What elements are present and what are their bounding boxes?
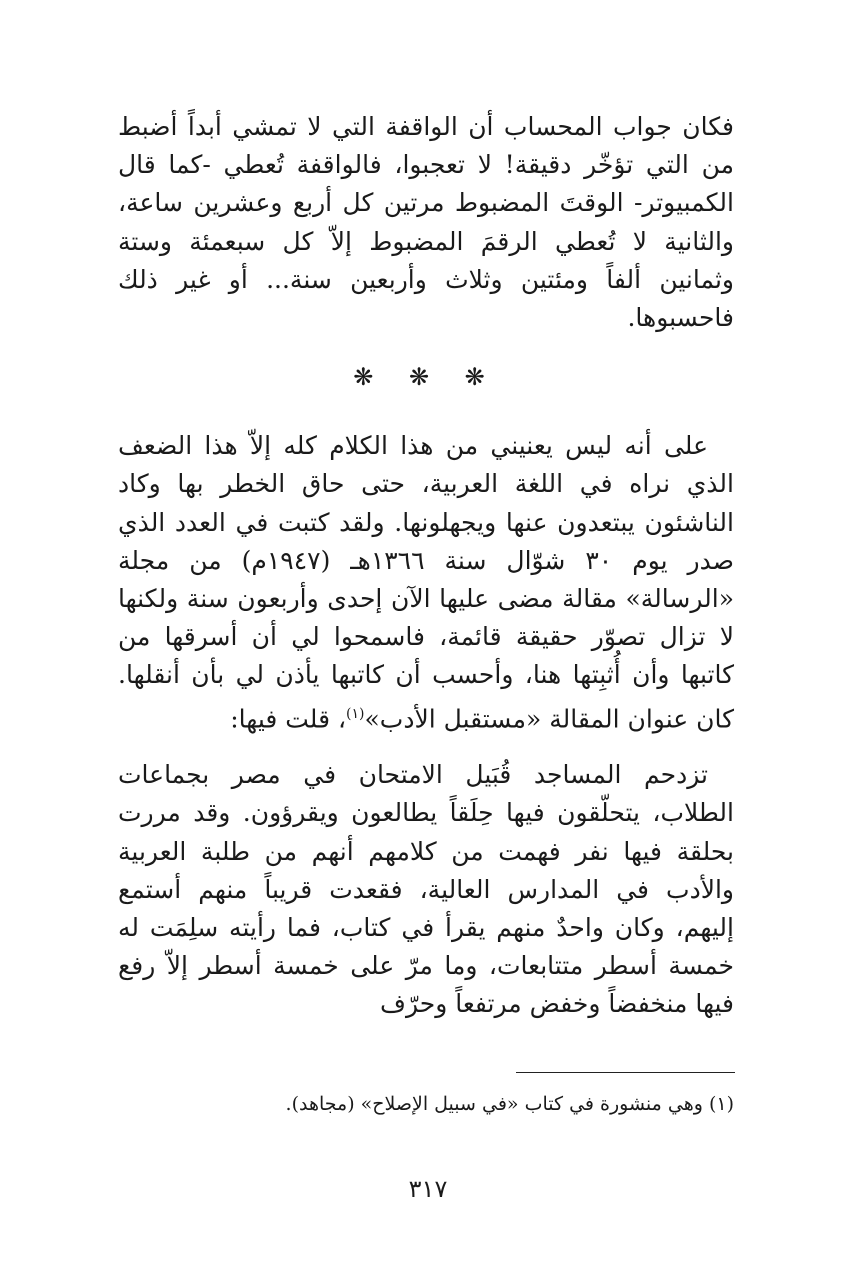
paragraph-1: فكان جواب المحساب أن الواقفة التي لا تمشي أبداً أضبط من التي تؤخّر دقيقة! لا تعجبوا، فالواقفة تُعطي -كما قال الكمبيوتر- الوقتَ المضبوط مرتين كل أربع وعشرين ساعة، والثانية لا تُعطي الرقمَ المضبوط إلاّ كل سبعمئة وستة وثمانين ألفاً ومئتين وثلاث وأربعين سنة... أو غير ذلك فاحسبوها. [118,112,734,333]
page-body [118,108,734,1024]
section-separator: ❋ ❋ ❋ [353,363,499,392]
paragraph-2-tail: ، قلت فيها: [230,703,347,733]
footnote-reference[interactable]: (١) [346,705,365,722]
paragraph-2-text: على أنه ليس يعنيني من هذا الكلام كله إلاّ هذا الضعف الذي نراه في اللغة العربية، حتى حاق الخطر بها وكاد الناشئون يبتعدون عنها ويجهلونها. ولقد كتبت في العدد الذي صدر يوم ٣٠ شوّال سنة ١٣٦٦هـ (١٩٤٧م) من مجلة «الرسالة» مقالة مضى عليها الآن إحدى وأربعون سنة ولكنها لا تزال تصوّر حقيقة قائمة، فاسمحوا لي أن أسرقها من كاتبها وأن أُثبِتها هنا، وأحسب أن كاتبها يأذن لي بأن أنقلها. كان عنوان المقالة «مستقبل الأدب» [118,431,734,733]
page-number: ٣١٧ [408,1175,448,1203]
paragraph-2 [118,427,734,738]
footnote-divider [516,1072,735,1073]
paragraph-3: تزدحم المساجد قُبَيل الامتحان في مصر بجماعات الطلاب، يتحلّقون فيها حِلَقاً يطالعون ويقرؤون. وقد مررت بحلقة فيها نفر فهمت من كلامهم أنهم من طلبة العربية والأدب في المدارس العالية، فقعدت قريباً منهم أستمع إليهم، وكان واحدٌ منهم يقرأ في كتاب، فما رأيته سلِمَت له خمسة أسطر متتابعات، وما مرّ على خمسة أسطر إلاّ رفع فيها منخفضاً وخفض مرتفعاً وحرّف [118,760,734,1019]
footnote: (١) وهي منشورة في كتاب «في سبيل الإصلاح» (مجاهد). [285,1093,734,1115]
